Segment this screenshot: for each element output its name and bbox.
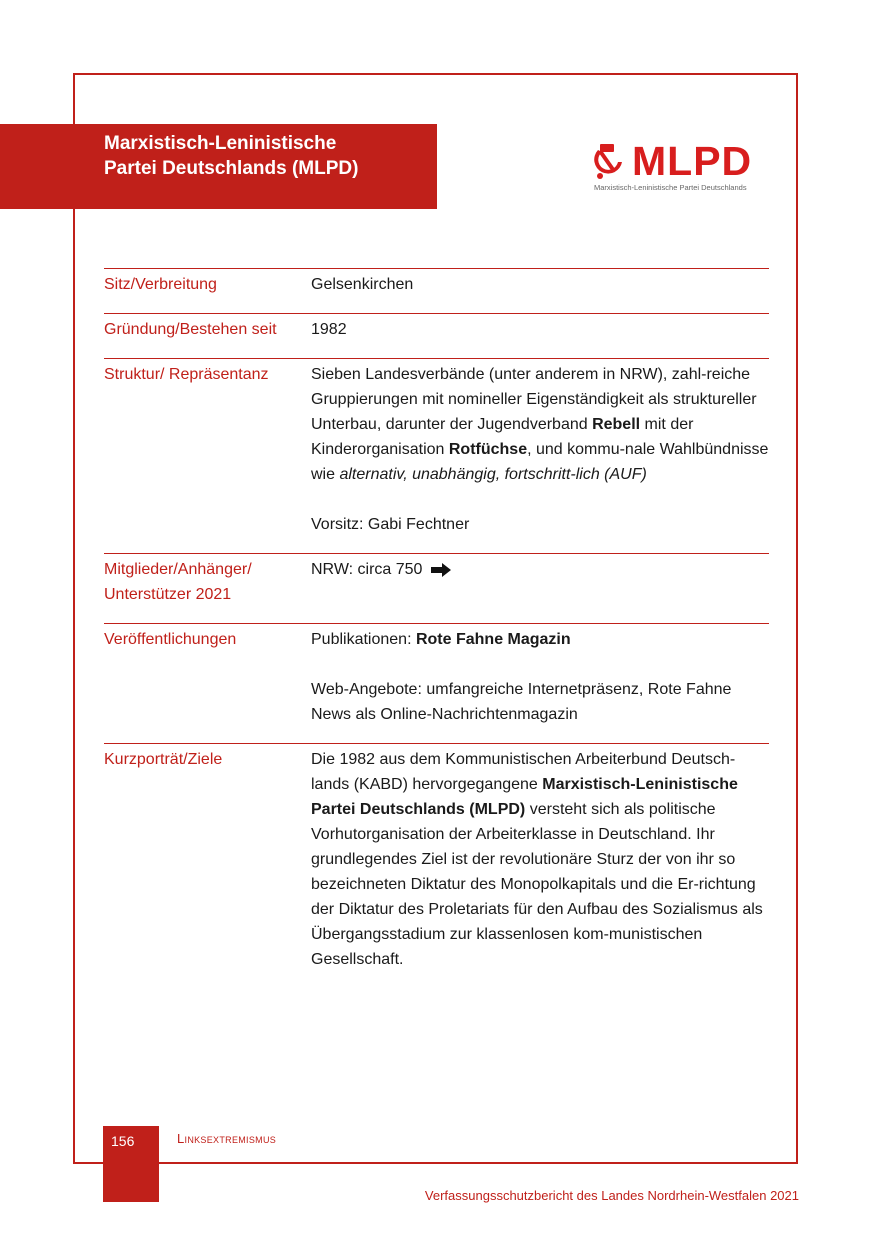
row-sitz <box>104 268 769 313</box>
page-number: 156 <box>111 1133 135 1149</box>
row-value <box>311 362 769 537</box>
info-table <box>104 268 769 972</box>
row-label: Veröffentlichungen <box>104 631 237 648</box>
row-mitglieder <box>104 553 769 623</box>
text-span: Sieben Landesverbände (unter anderem in NRW), zahl-reiche Gruppierungen mit nomineller Eigenständigkeit als struktureller Unterbau, darunter der Jugendverband <box>311 366 757 433</box>
mlpd-logo <box>592 140 772 196</box>
text-span: mit der Kinderorganisation <box>311 416 694 458</box>
report-footer: Verfassungsschutzbericht des Landes Nordrhein-Westfalen 2021 <box>424 1188 799 1203</box>
text-span: Die 1982 aus dem Kommunistischen Arbeiterbund Deutsch-lands (KABD) hervorgegangene <box>311 751 736 793</box>
row-label: Struktur/ Repräsentanz <box>104 366 269 383</box>
row-label: Kurzporträt/Ziele <box>104 751 223 768</box>
page-title <box>104 131 424 181</box>
publikationen-text <box>311 627 769 652</box>
row-veroeffentlichungen <box>104 623 769 743</box>
logo-text: MLPD <box>632 138 753 184</box>
row-value <box>311 557 769 607</box>
bold-span: Rebell <box>592 416 641 433</box>
hammer-sickle-icon <box>592 140 628 182</box>
bold-span: Rote Fahne Magazin <box>415 631 571 648</box>
row-label: Gründung/Bestehen seit <box>104 321 277 338</box>
row-value <box>311 627 769 727</box>
section-label: Linksextremismus <box>177 1131 277 1146</box>
arrow-right-icon <box>431 563 451 577</box>
mitglieder-value: NRW: circa 750 <box>311 561 423 578</box>
row-struktur <box>104 358 769 553</box>
row-kurzportraet <box>104 743 769 972</box>
italic-span: alternativ, unabhängig, fortschritt-lich (AUF) <box>339 466 647 483</box>
row-label <box>104 557 311 607</box>
row-value: Gelsenkirchen <box>311 276 414 293</box>
bold-span: Rotfüchse <box>448 441 528 458</box>
vorsitz-text: Vorsitz: Gabi Fechtner <box>311 516 470 533</box>
struktur-text <box>311 362 769 487</box>
row-value: 1982 <box>311 321 347 338</box>
label-line: Unterstützer 2021 <box>104 586 232 603</box>
text-span: versteht sich als politische Vorhutorganisation der Arbeiterklasse in Deutschland. Ihr grundlegendes Ziel ist der revolutionäre Sturz der von ihr so bezeichneten Diktatur des Monopolkapitals und die Er-richtung der Diktatur des Proletariats für den Aufbau des Sozialismus als Übergangsstadium zur klassenlosen kom-munistischen Gesellschaft. <box>311 801 763 968</box>
text-span: , und kommu-nale Wahlbündnisse wie <box>311 441 769 483</box>
row-label: Sitz/Verbreitung <box>104 276 217 293</box>
label-line: Mitglieder/Anhänger/ <box>104 561 252 578</box>
web-angebote-text: Web-Angebote: umfangreiche Internetpräsenz, Rote Fahne News als Online-Nachrichtenmagazin <box>311 681 732 723</box>
title-line-2: Partei Deutschlands (MLPD) <box>104 158 359 179</box>
logo-subtitle: Marxistisch-Leninistische Partei Deutschlands <box>594 183 747 192</box>
bold-span: Marxistisch-Leninistische Partei Deutschlands (MLPD) <box>311 776 738 818</box>
row-value <box>311 747 769 972</box>
text-span: Publikationen: <box>311 631 416 648</box>
title-line-1: Marxistisch-Leninistische <box>104 133 337 154</box>
kurzportraet-text <box>311 747 769 972</box>
row-gruendung <box>104 313 769 358</box>
